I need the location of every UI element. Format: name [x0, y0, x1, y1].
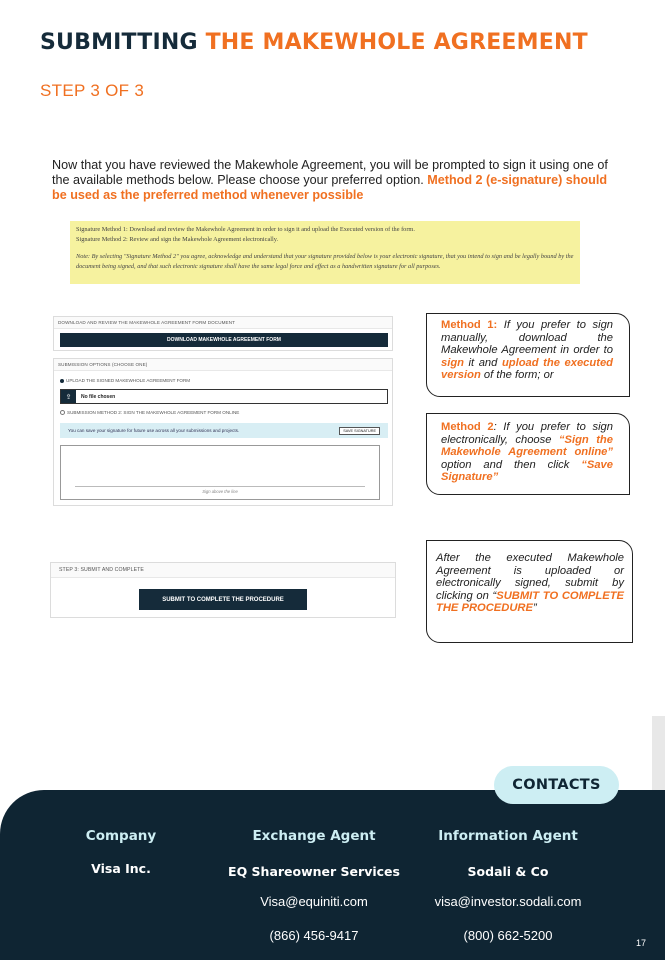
- upload-icon[interactable]: ⇪: [61, 390, 76, 403]
- submit-panel: [50, 562, 396, 618]
- callout1-upload: upload the executed version: [441, 356, 613, 382]
- callout3-text2: ”: [532, 602, 537, 615]
- save-signature-info: [60, 423, 388, 438]
- signature-methods-note: [70, 221, 580, 284]
- page-title-dark: SUBMITTING: [40, 30, 198, 55]
- callout-submit: [426, 540, 633, 643]
- note-legal: Note: By selecting "Signature Method 2" you agree, acknowledge and understand that your signature provided below is your electronic signature, that you intend to sign and be legally bound by the document being signed, and that such electronic signature shall have the same legal force and effect as a handwritten signature for all purposes.: [76, 253, 574, 270]
- company-heading: Company: [85, 828, 157, 844]
- page-title-orange: THE MAKEWHOLE AGREEMENT: [205, 30, 588, 55]
- submit-procedure-button[interactable]: SUBMIT TO COMPLETE THE PROCEDURE: [139, 589, 307, 610]
- signature-line: [75, 486, 365, 487]
- save-info-text: You can save your signature for future use across all your submissions and projects.: [68, 428, 240, 433]
- signature-line-caption: Sign above the line: [202, 489, 238, 494]
- callout-method1: [426, 313, 630, 397]
- page-title: [40, 30, 588, 55]
- exchange-agent-email[interactable]: Visa@equiniti.com: [260, 894, 368, 909]
- file-status: No file chosen: [81, 393, 116, 400]
- intro-paragraph: [52, 158, 612, 203]
- company-name: Visa Inc.: [91, 861, 151, 876]
- contacts-badge: CONTACTS: [494, 766, 619, 804]
- callout2-save: “Save Signature”: [441, 458, 613, 484]
- exchange-agent-name: EQ Shareowner Services: [228, 864, 400, 879]
- callout2-option: “Sign the Makewhole Agreement online”: [441, 433, 613, 459]
- submit-panel-header: STEP 3: SUBMIT AND COMPLETE: [51, 563, 395, 578]
- decorative-curve: [652, 716, 665, 792]
- option-sign-online[interactable]: [60, 410, 239, 415]
- callout1-label: Method 1:: [441, 319, 498, 331]
- information-agent-heading: Information Agent: [438, 828, 578, 844]
- callout1-sign: sign: [441, 356, 464, 369]
- option-sign-online-label: SUBMISSION METHOD 2: SIGN THE MAKEWHOLE AGREEMENT FORM ONLINE: [67, 410, 240, 415]
- radio-empty-icon[interactable]: [60, 410, 65, 415]
- information-agent-email[interactable]: visa@investor.sodali.com: [434, 894, 582, 909]
- callout3-text1: After the executed Makewhole Agreement is uploaded or electronically signed, submit by clicking on “: [436, 552, 624, 602]
- submission-options-panel: [53, 358, 393, 506]
- note-method1: Signature Method 1: Download and review the Makewhole Agreement in order to sign it and upload the Executed version of the form.: [76, 226, 415, 233]
- callout2-label: Method 2: [441, 421, 494, 433]
- intro-text: Now that you have reviewed the Makewhole Agreement, you will be prompted to sign it using one of the available methods below. Please choose your preferred option.: [52, 158, 608, 187]
- signature-pad[interactable]: [60, 445, 380, 500]
- radio-selected-icon[interactable]: [60, 379, 64, 383]
- information-agent-name: Sodali & Co: [467, 864, 549, 879]
- save-signature-button[interactable]: SAVE SIGNATURE: [339, 427, 380, 435]
- callout1-text1: If you prefer to sign manually, download the Makewhole Agreement in order to: [441, 319, 614, 357]
- callout2-text2: option and then click: [441, 458, 582, 471]
- callout1-text2: it and: [464, 356, 502, 369]
- exchange-agent-heading: Exchange Agent: [252, 828, 376, 844]
- callout1-text3: of the form; or: [480, 369, 554, 382]
- information-agent-phone: (800) 662-5200: [463, 928, 553, 943]
- intro-highlight: Method 2 (e-signature) should be used as the preferred method whenever possible: [52, 173, 608, 202]
- exchange-agent-phone: (866) 456-9417: [269, 928, 359, 943]
- download-agreement-button[interactable]: DOWNLOAD MAKEWHOLE AGREEMENT FORM: [60, 333, 388, 347]
- note-method2: Signature Method 2: Review and sign the Makewhole Agreement electronically.: [76, 235, 279, 243]
- download-panel: [53, 316, 393, 351]
- file-input[interactable]: [60, 389, 388, 404]
- download-panel-header: DOWNLOAD AND REVIEW THE MAKEWHOLE AGREEMENT FORM DOCUMENT: [54, 317, 392, 329]
- step-indicator: STEP 3 OF 3: [40, 81, 145, 100]
- callout3-button-name: SUBMIT TO COMPLETE THE PROCEDURE: [436, 589, 624, 615]
- page-number: 17: [636, 938, 647, 948]
- option-upload-label: UPLOAD THE SIGNED MAKEWHOLE AGREEMENT FORM: [66, 378, 191, 383]
- option-upload[interactable]: [60, 378, 190, 383]
- callout-method2: [426, 413, 630, 495]
- options-panel-header: SUBMISSION OPTIONS (CHOOSE ONE): [54, 359, 392, 371]
- callout2-text1: : If you prefer to sign electronically, choose: [441, 421, 613, 446]
